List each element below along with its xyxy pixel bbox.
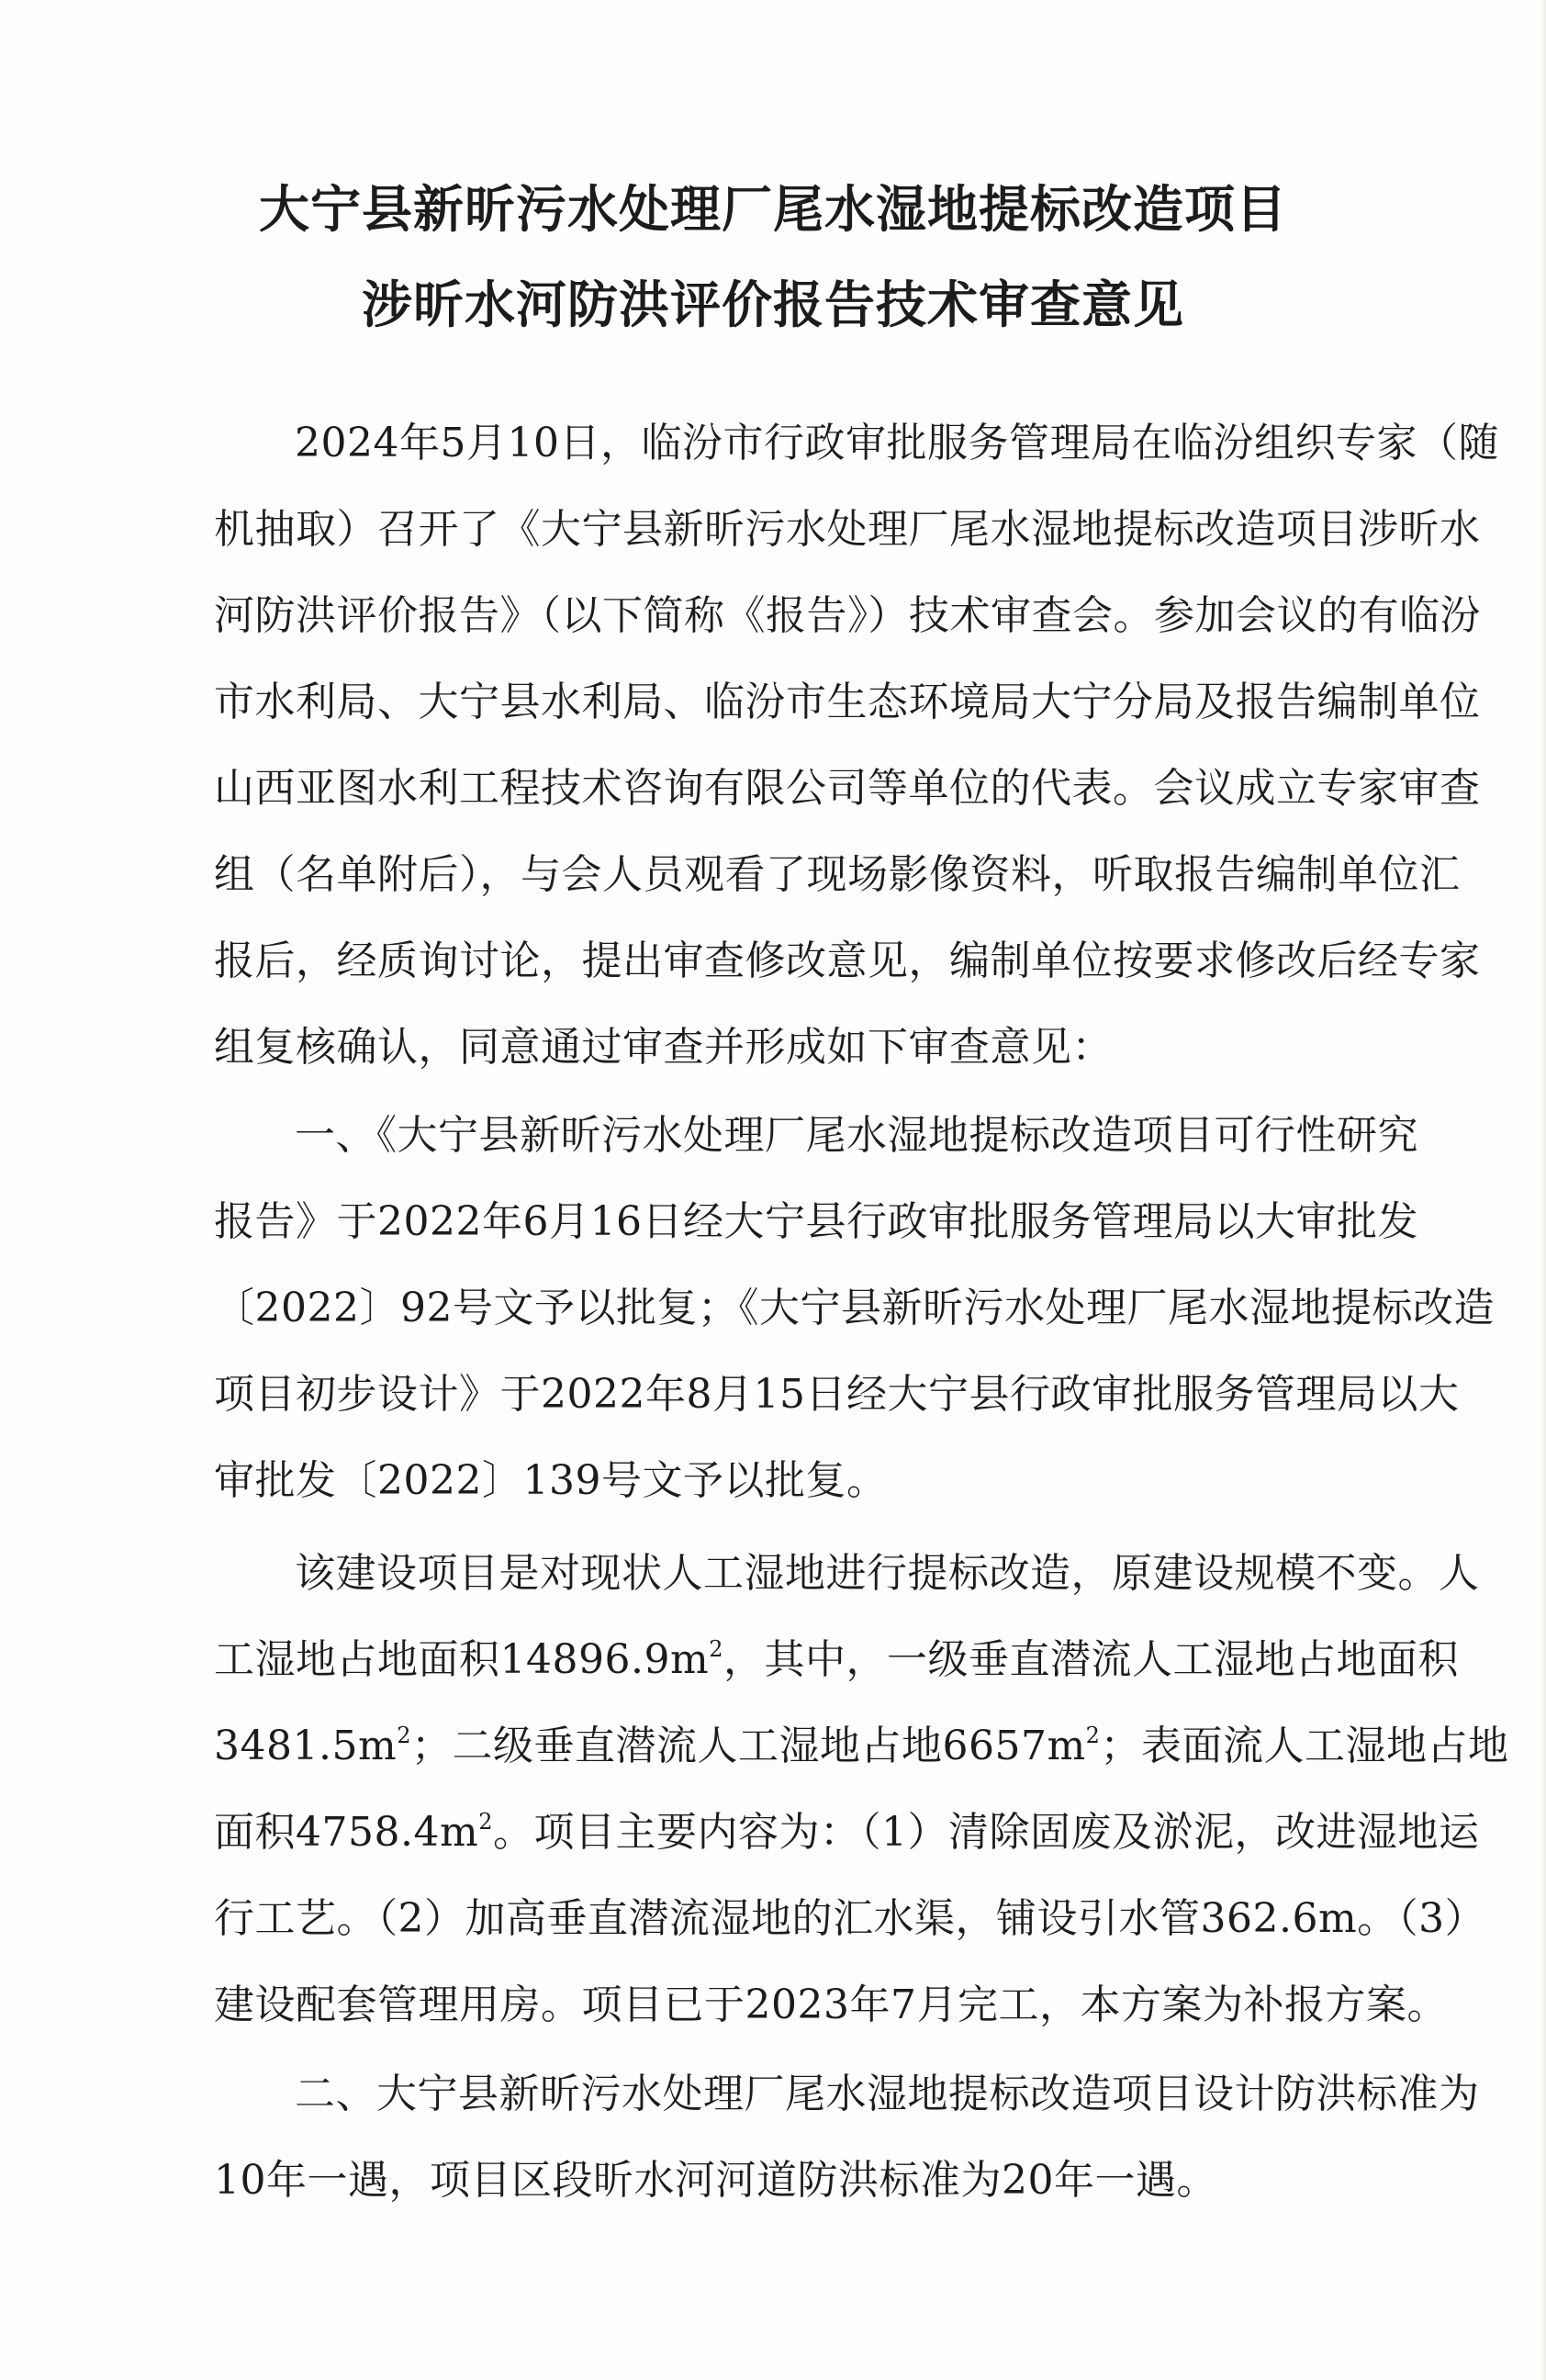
superscript-two: 2 [397, 1723, 411, 1748]
body-line: 面积$4758.4m^2$。项目主要内容为：（1）清除固废及淤泥，改进湿地运 [214, 1809, 1480, 1856]
document-title-line-2: 涉昕水河防洪评价报告技术审查意见 [361, 275, 1184, 334]
body-line: 机抽取）召开了《大宁县新昕污水处理厂尾水湿地提标改造项目涉昕水 [214, 506, 1481, 553]
body-line: 项目初步设计》于2022年8月15日经大宁县行政审批服务管理局以大 [214, 1371, 1460, 1418]
superscript-two: 2 [709, 1636, 723, 1662]
body-line: 建设配套管理用房。项目已于2023年7月完工，本方案为补报方案。 [214, 1981, 1448, 2028]
body-line: 该建设项目是对现状人工湿地进行提标改造，原建设规模不变。人 [295, 1550, 1480, 1597]
body-line: 报后，经质询讨论，提出审查修改意见，编制单位按要求修改后经专家 [214, 937, 1481, 984]
superscript-two: 2 [478, 1809, 493, 1835]
body-line: 2024年5月10日，临汾市行政审批服务管理局在临汾组织专家（随 [295, 420, 1499, 466]
body-line: $3481.5m^2$；二级垂直潜流人工湿地占地$6657m^2$；表面流人工湿地占地 [214, 1723, 1509, 1769]
body-line: 一、《大宁县新昕污水处理厂尾水湿地提标改造项目可行性研究 [295, 1112, 1418, 1159]
body-line: 组（名单附后），与会人员观看了现场影像资料，听取报告编制单位汇 [214, 851, 1461, 898]
body-line: 山西亚图水利工程技术咨询有限公司等单位的代表。会议成立专家审查 [214, 765, 1481, 812]
body-line: 市水利局、大宁县水利局、临汾市生态环境局大宁分局及报告编制单位 [214, 679, 1481, 725]
body-line: 二、大宁县新昕污水处理厂尾水湿地提标改造项目设计防洪标准为 [295, 2071, 1480, 2117]
body-line: 报告》于2022年6月16日经大宁县行政审批服务管理局以大审批发 [214, 1198, 1418, 1245]
document-title-line-1: 大宁县新昕污水处理厂尾水湿地提标改造项目 [258, 180, 1287, 239]
body-line: 10年一遇，项目区段昕水河河道防洪标准为20年一遇。 [214, 2157, 1217, 2204]
page-edge-shadow [1540, 0, 1546, 2380]
body-line: 审批发〔2022〕139号文予以批复。 [214, 1457, 888, 1504]
body-line: 工湿地占地面积$14896.9m^2$，其中，一级垂直潜流人工湿地占地面积 [214, 1636, 1459, 1683]
body-line: 行工艺。（2）加高垂直潜流湿地的汇水渠，铺设引水管362.6m。（3） [214, 1895, 1486, 1942]
body-line: 河防洪评价报告》（以下简称《报告》）技术审查会。参加会议的有临汾 [214, 592, 1481, 639]
superscript-two: 2 [1085, 1723, 1101, 1748]
body-line: 〔2022〕92号文予以批复；《大宁县新昕污水处理厂尾水湿地提标改造 [214, 1285, 1495, 1331]
body-line: 组复核确认，同意通过审查并形成如下审查意见： [214, 1024, 1113, 1071]
